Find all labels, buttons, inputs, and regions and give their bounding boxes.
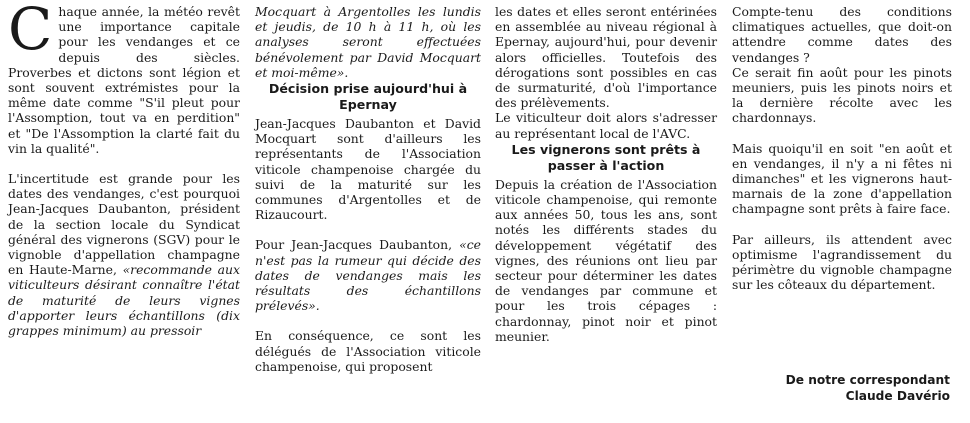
intro-text: haque année, la météo revêt une importance capitale pour les vendanges et ce depuis des siècles. Proverbes et dictons sont légion et sont souvent extrémistes pour la même date comme "S'il pleut pour l'Assomption, tout va en perdition" et "De l'Assomption la clarté fait du vin la qualité". <box>8 4 240 156</box>
paragraph-question: Compte-tenu des conditions climatiques actuelles, que doit-on attendre comme dates des vendanges ? <box>732 4 952 65</box>
paragraph-forecast: Ce serait fin août pour les pinots meuniers, puis les pinots noirs et la dernière récolte avec les chardonnays. <box>732 64 952 126</box>
byline-author: Claude Davério <box>845 389 950 403</box>
byline-role: De notre correspondant <box>785 373 950 387</box>
paragraph-avc: Le viticulteur doit alors s'adresser au représentant local de l'AVC. <box>495 110 717 141</box>
column-1 <box>8 0 240 339</box>
quote-continuation: Mocquart à Argentolles les lundis et jeudis, de 10 h à 11 h, où les analyses seront effectuées bénévolement par David Mocquart et moi-même». <box>255 4 481 80</box>
paragraph-representatives: Jean-Jacques Daubanton et David Mocquart sont d'ailleurs les représentants de l'Association viticole champenoise chargée du suivi de la maturité sur les communes d'Argentolles et de Rizaucourt. <box>255 116 481 223</box>
paragraph-uncertainty <box>8 171 240 338</box>
paragraph-text: Pour Jean-Jacques Daubanton, <box>255 237 460 253</box>
paragraph-consequence: En conséquence, ce sont les délégués de l'Association viticole champenoise, qui proposent <box>255 328 481 374</box>
intro-paragraph <box>8 0 240 156</box>
quote-text: «recommande aux viticulteurs désirant connaître l'état de maturité de leurs vignes d'apporter leurs échantillons (dix grappes minimum) au pressoir <box>8 262 240 339</box>
subheading-vignerons: Les vignerons sont prêts à passer à l'action <box>511 141 701 173</box>
paragraph-optimism: Par ailleurs, ils attendent avec optimisme l'agrandissement du périmètre du vignoble champagne sur les côteaux du département. <box>732 231 952 293</box>
subheading-decision: Décision prise aujourd'hui à Epernay <box>268 81 468 113</box>
quote-text: «ce n'est pas la rumeur qui décide des dates de vendanges mais les résultats des échantillons prélevés». <box>255 237 481 314</box>
paragraph-rumeur <box>255 237 481 313</box>
column-4 <box>732 4 952 292</box>
column-3 <box>495 4 717 344</box>
drop-cap: C <box>8 0 53 63</box>
paragraph-history: Depuis la création de l'Association viticole champenoise, qui remonte aux années 50, tous les ans, sont notés les différents stades du développement végétatif des vignes, des réunions ont lieu par secteur pour déterminer les dates de vendanges par commune et pour les trois cépages : chardonnay, pinot noir et pinot meunier. <box>495 176 717 344</box>
column-2 <box>255 4 481 374</box>
byline <box>786 372 950 404</box>
paragraph-text: L'incertitude est grande pour les dates des vendanges, c'est pourquoi Jean-Jacques Daubanton, président de la section locale du Syndicat général des vignerons (SGV) pour le vignoble d'appellation champagne en Haute-Marne, <box>8 171 240 278</box>
paragraph-proverb: Mais quoiqu'il en soit "en août et en vendanges, il n'y a ni fêtes ni dimanches" et les vignerons haut-marnais de la zone d'appellation champagne sont prêts à faire face. <box>732 140 952 217</box>
paragraph-dates: les dates et elles seront entérinées en assemblée au niveau régional à Epernay, aujourd'hui, pour devenir alors officielles. Toutefois des dérogations sont possibles en cas de surmaturité, d'où l'importance des prélèvements. <box>495 4 717 111</box>
